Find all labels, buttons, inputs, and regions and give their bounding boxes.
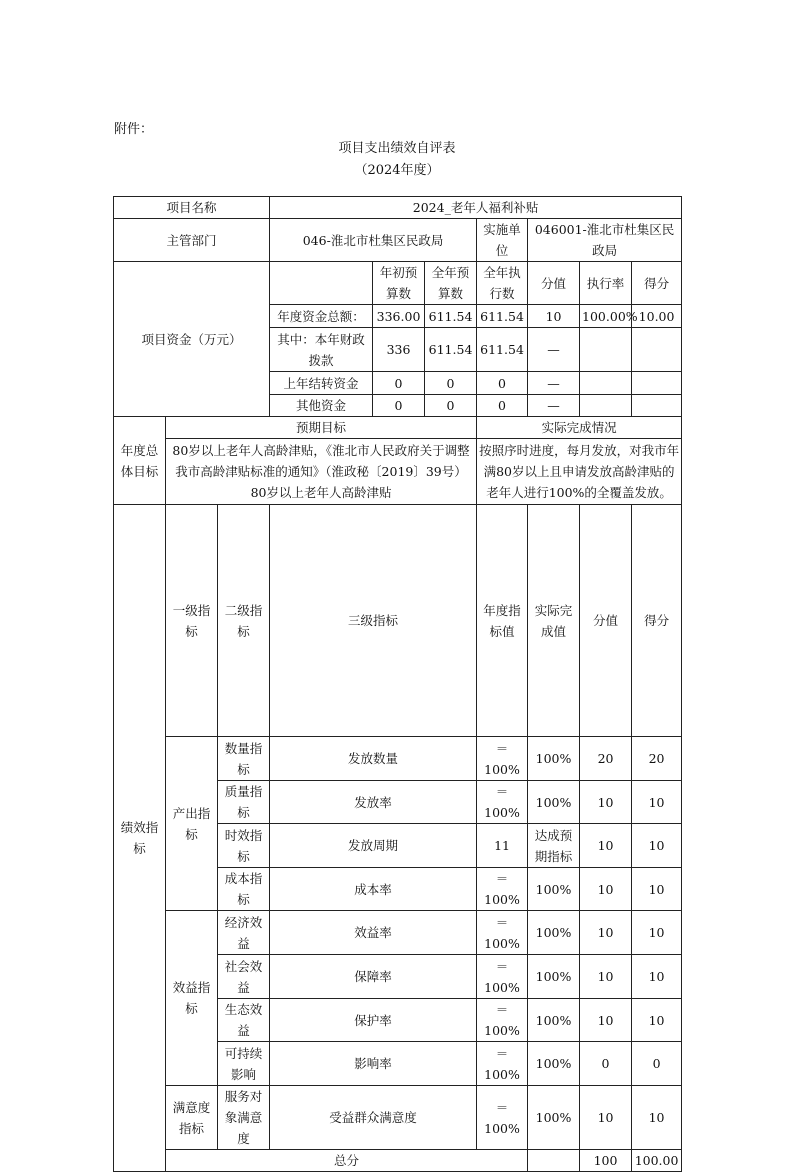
funds-row-name: 上年结转资金 (270, 372, 373, 395)
perf-level2: 社会效益 (218, 955, 270, 999)
perf-actual: 100% (528, 1042, 580, 1086)
perf-level3: 保障率 (270, 955, 477, 999)
funds-rate: 100.00% (580, 305, 632, 328)
self-evaluation-table (113, 196, 682, 1172)
perf-score: 10 (632, 868, 682, 911)
funds-row-name: 其他资金 (270, 395, 373, 417)
funds-budget: 0 (425, 395, 477, 417)
funds-score: 10.00 (632, 305, 682, 328)
dept-value: 046-淮北市杜集区民政局 (270, 219, 477, 262)
funds-weight: — (528, 372, 580, 395)
impl-unit-label: 实施单位 (477, 219, 528, 262)
funds-rate (580, 372, 632, 395)
funds-executed: 0 (477, 372, 528, 395)
perf-row (114, 911, 682, 955)
perf-header-level3: 三级指标 (270, 505, 477, 737)
funds-weight: — (528, 395, 580, 417)
goals-actual-header: 实际完成情况 (477, 417, 682, 439)
total-row (114, 1150, 682, 1172)
perf-weight: 10 (580, 955, 632, 999)
perf-weight: 10 (580, 868, 632, 911)
total-score: 100.00 (632, 1150, 682, 1172)
funds-header: 执行率 (580, 262, 632, 305)
funds-initial: 336.00 (373, 305, 425, 328)
perf-weight: 10 (580, 781, 632, 824)
funds-row-name: 年度资金总额： (270, 305, 373, 328)
perf-target: ＝100% (477, 1086, 528, 1150)
perf-weight: 10 (580, 824, 632, 868)
perf-label: 绩效指标 (114, 505, 166, 1172)
perf-level3: 发放周期 (270, 824, 477, 868)
perf-actual: 100% (528, 1086, 580, 1150)
perf-score: 10 (632, 911, 682, 955)
perf-level3: 保护率 (270, 999, 477, 1042)
perf-weight: 10 (580, 911, 632, 955)
perf-actual: 达成预期指标 (528, 824, 580, 868)
perf-header-actual: 实际完成值 (528, 505, 580, 737)
perf-header-score: 得分 (632, 505, 682, 737)
funds-score (632, 395, 682, 417)
funds-weight: — (528, 328, 580, 372)
perf-level3: 受益群众满意度 (270, 1086, 477, 1150)
funds-rate (580, 395, 632, 417)
perf-group-satisfaction: 满意度指标 (166, 1086, 218, 1150)
funds-header: 全年执行数 (477, 262, 528, 305)
perf-level2: 服务对象满意度 (218, 1086, 270, 1150)
perf-score: 20 (632, 737, 682, 781)
perf-level3: 效益率 (270, 911, 477, 955)
perf-level2: 时效指标 (218, 824, 270, 868)
perf-score: 0 (632, 1042, 682, 1086)
perf-level2: 质量指标 (218, 781, 270, 824)
project-row (114, 197, 682, 219)
perf-header-target: 年度指标值 (477, 505, 528, 737)
perf-target: ＝100% (477, 781, 528, 824)
funds-score (632, 328, 682, 372)
funds-budget: 611.54 (425, 328, 477, 372)
attachment-label: 附件： (114, 122, 154, 137)
perf-actual: 100% (528, 781, 580, 824)
dept-row (114, 219, 682, 262)
perf-level2: 成本指标 (218, 868, 270, 911)
perf-actual: 100% (528, 999, 580, 1042)
perf-header-weight: 分值 (580, 505, 632, 737)
funds-header-row (114, 262, 682, 305)
perf-target: 11 (477, 824, 528, 868)
funds-header: 得分 (632, 262, 682, 305)
goals-expected-text: 80岁以上老年人高龄津贴，《淮北市人民政府关于调整我市高龄津贴标准的通知》（淮政秘〔2019〕39号）80岁以上老年人高龄津贴 (166, 439, 477, 505)
perf-score: 10 (632, 824, 682, 868)
funds-initial: 0 (373, 372, 425, 395)
perf-group-output: 产出指标 (166, 737, 218, 911)
funds-executed: 0 (477, 395, 528, 417)
perf-target: ＝100% (477, 999, 528, 1042)
perf-score: 10 (632, 1086, 682, 1150)
total-label: 总分 (166, 1150, 528, 1172)
funds-header-blank (270, 262, 373, 305)
perf-score: 10 (632, 955, 682, 999)
perf-weight: 10 (580, 1086, 632, 1150)
perf-level3: 发放率 (270, 781, 477, 824)
page-title: 项目支出绩效自评表 (338, 141, 456, 156)
perf-header-level1: 一级指标 (166, 505, 218, 737)
perf-actual: 100% (528, 955, 580, 999)
goals-label: 年度总体目标 (114, 417, 166, 505)
impl-unit-value: 046001-淮北市杜集区民政局 (528, 219, 682, 262)
perf-row (114, 1086, 682, 1150)
perf-header-level2: 二级指标 (218, 505, 270, 737)
perf-actual: 100% (528, 911, 580, 955)
funds-rate (580, 328, 632, 372)
perf-level2: 可持续影响 (218, 1042, 270, 1086)
goals-content-row (114, 439, 682, 505)
perf-row (114, 737, 682, 781)
perf-level3: 成本率 (270, 868, 477, 911)
perf-actual: 100% (528, 868, 580, 911)
perf-level3: 影响率 (270, 1042, 477, 1086)
funds-header: 分值 (528, 262, 580, 305)
funds-initial: 0 (373, 395, 425, 417)
funds-label: 项目资金（万元） (114, 262, 270, 417)
perf-target: ＝100% (477, 955, 528, 999)
project-name-label: 项目名称 (114, 197, 270, 219)
funds-initial: 336 (373, 328, 425, 372)
funds-budget: 0 (425, 372, 477, 395)
dept-label: 主管部门 (114, 219, 270, 262)
perf-weight: 20 (580, 737, 632, 781)
funds-executed: 611.54 (477, 305, 528, 328)
funds-budget: 611.54 (425, 305, 477, 328)
project-name-value: 2024_老年人福利补贴 (270, 197, 682, 219)
perf-level3: 发放数量 (270, 737, 477, 781)
perf-level2: 经济效益 (218, 911, 270, 955)
year-label: （2024年度） (354, 163, 440, 178)
perf-level2: 数量指标 (218, 737, 270, 781)
funds-header: 年初预算数 (373, 262, 425, 305)
perf-target: ＝100% (477, 911, 528, 955)
funds-executed: 611.54 (477, 328, 528, 372)
goals-actual-text: 按照序时进度，每月发放，对我市年满80岁以上且申请发放高龄津贴的老年人进行100%的全覆盖发放。 (477, 439, 682, 505)
funds-weight: 10 (528, 305, 580, 328)
funds-score (632, 372, 682, 395)
perf-score: 10 (632, 999, 682, 1042)
perf-group-benefit: 效益指标 (166, 911, 218, 1086)
perf-level2: 生态效益 (218, 999, 270, 1042)
perf-weight: 10 (580, 999, 632, 1042)
goals-header-row (114, 417, 682, 439)
perf-weight: 0 (580, 1042, 632, 1086)
total-blank (528, 1150, 580, 1172)
funds-header: 全年预算数 (425, 262, 477, 305)
total-weight: 100 (580, 1150, 632, 1172)
perf-target: ＝100% (477, 1042, 528, 1086)
perf-score: 10 (632, 781, 682, 824)
perf-actual: 100% (528, 737, 580, 781)
perf-target: ＝100% (477, 737, 528, 781)
goals-expected-header: 预期目标 (166, 417, 477, 439)
perf-header-row (114, 505, 682, 737)
funds-row-name: 其中：本年财政拨款 (270, 328, 373, 372)
perf-target: ＝100% (477, 868, 528, 911)
